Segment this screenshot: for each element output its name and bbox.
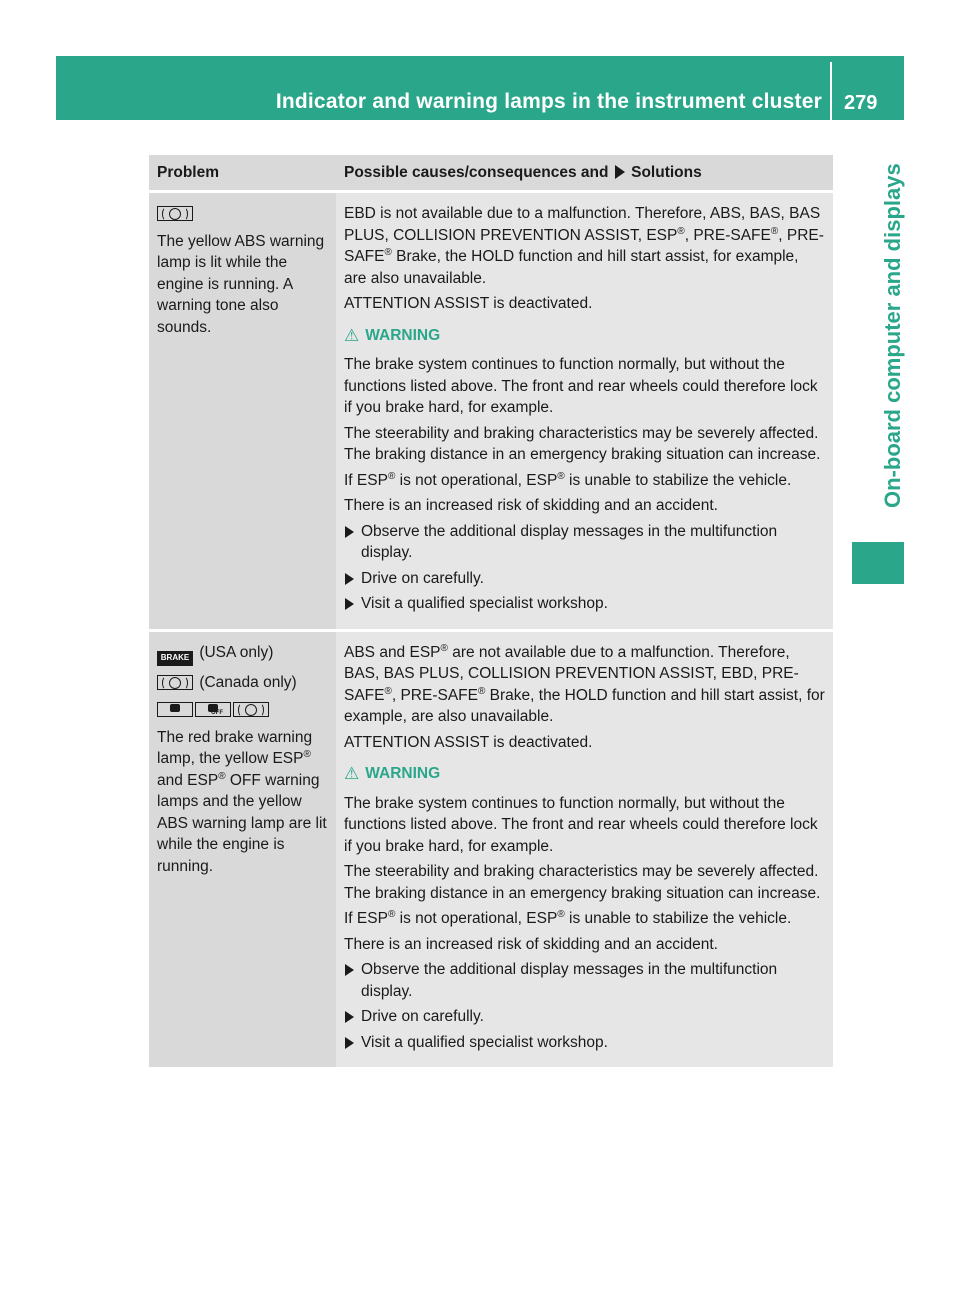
solution-cell (336, 193, 833, 632)
cause-paragraph: ATTENTION ASSIST is deactivated. (344, 733, 593, 751)
header-solutions (336, 155, 833, 193)
step-arrow-icon (345, 573, 354, 585)
problem-description: The yellow ABS warning lamp is lit while the engine is running. A warning tone also sounds. (157, 232, 325, 336)
brake-lamp-icon: BRAKE (157, 651, 193, 666)
action-step: Drive on carefully. (344, 568, 825, 590)
warning-paragraph: The brake system continues to function normally, but without the functions listed above. The front and rear wheels could therefore lock if you brake hard, for example. (344, 794, 818, 855)
warning-paragraph: If ESP® is not operational, ESP® is unable to stabilize the vehicle. (344, 470, 792, 489)
step-arrow-icon (345, 1011, 354, 1023)
brake-circle-icon (157, 675, 193, 690)
usa-only-label: (USA only) (199, 643, 274, 661)
action-step: Observe the additional display messages in the multifunction display. (344, 521, 825, 564)
symbol-row (157, 699, 328, 721)
action-step: Visit a qualified specialist workshop. (344, 1032, 825, 1054)
cause-paragraph: EBD is not available due to a malfunction. Therefore, ABS, BAS, BAS PLUS, COLLISION PREVENTION ASSIST, ESP®, PRE-SAFE®, PRE-SAFE® Brake, the HOLD function and hill start assist, for example, are also unavailable. (344, 205, 824, 287)
symbol-row (157, 642, 328, 666)
table-row (149, 193, 833, 632)
action-step: Observe the additional display messages in the multifunction display. (344, 959, 825, 1002)
problem-solution-table (149, 155, 833, 1067)
warning-paragraph: The steerability and braking characteristics may be severely affected. The braking distance in an emergency braking situation can increase. (344, 863, 821, 902)
warning-paragraph: There is an increased risk of skidding and an accident. (344, 935, 718, 953)
problem-cell (149, 632, 336, 1068)
esp-lamp-icon (157, 702, 193, 717)
side-tab-label: On-board computer and displays (880, 163, 905, 508)
header-solutions-post: Solutions (631, 163, 702, 181)
header-bar (56, 56, 904, 120)
step-arrow-icon (345, 526, 354, 538)
side-tab-marker (852, 542, 904, 584)
warning-triangle-icon: ⚠ (344, 764, 360, 783)
abs-lamp-icon (157, 206, 193, 221)
action-step: Visit a qualified specialist workshop. (344, 593, 825, 615)
warning-paragraph: The brake system continues to function normally, but without the functions listed above. The front and rear wheels could therefore lock if you brake hard, for example. (344, 356, 818, 416)
page-title: Indicator and warning lamps in the instrument cluster (275, 90, 822, 113)
warning-label: WARNING (365, 765, 441, 782)
side-tab (852, 120, 904, 530)
step-arrow-icon (345, 1037, 354, 1049)
header-solutions-pre: Possible causes/consequences and (344, 163, 609, 181)
cause-paragraph: ATTENTION ASSIST is deactivated. (344, 295, 593, 312)
problem-description: The red brake warning lamp, the yellow ESP® and ESP® OFF warning lamps and the yellow ABS warning lamp are lit while the engine is running. (157, 728, 327, 875)
header-divider (830, 62, 832, 120)
action-step: Drive on carefully. (344, 1006, 825, 1028)
canada-only-label: (Canada only) (199, 673, 297, 691)
warning-heading (344, 325, 825, 347)
warning-paragraph: The steerability and braking characteristics may be severely affected. The braking distance in an emergency braking situation can increase. (344, 424, 821, 463)
symbol-row (157, 672, 328, 694)
step-arrow-icon (345, 964, 354, 976)
page-number: 279 (844, 92, 878, 114)
abs-lamp-icon (233, 702, 269, 717)
solution-cell (336, 632, 833, 1068)
cause-paragraph: ABS and ESP® are not available due to a malfunction. Therefore, BAS, BAS PLUS, COLLISION PREVENTION ASSIST, EBD, PRE-SAFE®, PRE-SAFE® Brake, the HOLD function and hill start assist, for example, are also unavailable. (344, 642, 825, 725)
esp-off-lamp-icon: OFF (195, 702, 231, 717)
warning-triangle-icon: ⚠ (344, 325, 360, 345)
warning-heading (344, 763, 825, 785)
symbol-row (157, 203, 328, 225)
table-row (149, 632, 833, 1068)
header-problem: Problem (149, 155, 336, 193)
step-arrow-icon (345, 598, 354, 610)
arrow-right-icon (615, 165, 625, 179)
warning-label: WARNING (365, 326, 441, 344)
table-header-row (149, 155, 833, 193)
problem-cell (149, 193, 336, 632)
warning-paragraph: There is an increased risk of skidding and an accident. (344, 497, 718, 514)
warning-paragraph: If ESP® is not operational, ESP® is unable to stabilize the vehicle. (344, 908, 792, 927)
